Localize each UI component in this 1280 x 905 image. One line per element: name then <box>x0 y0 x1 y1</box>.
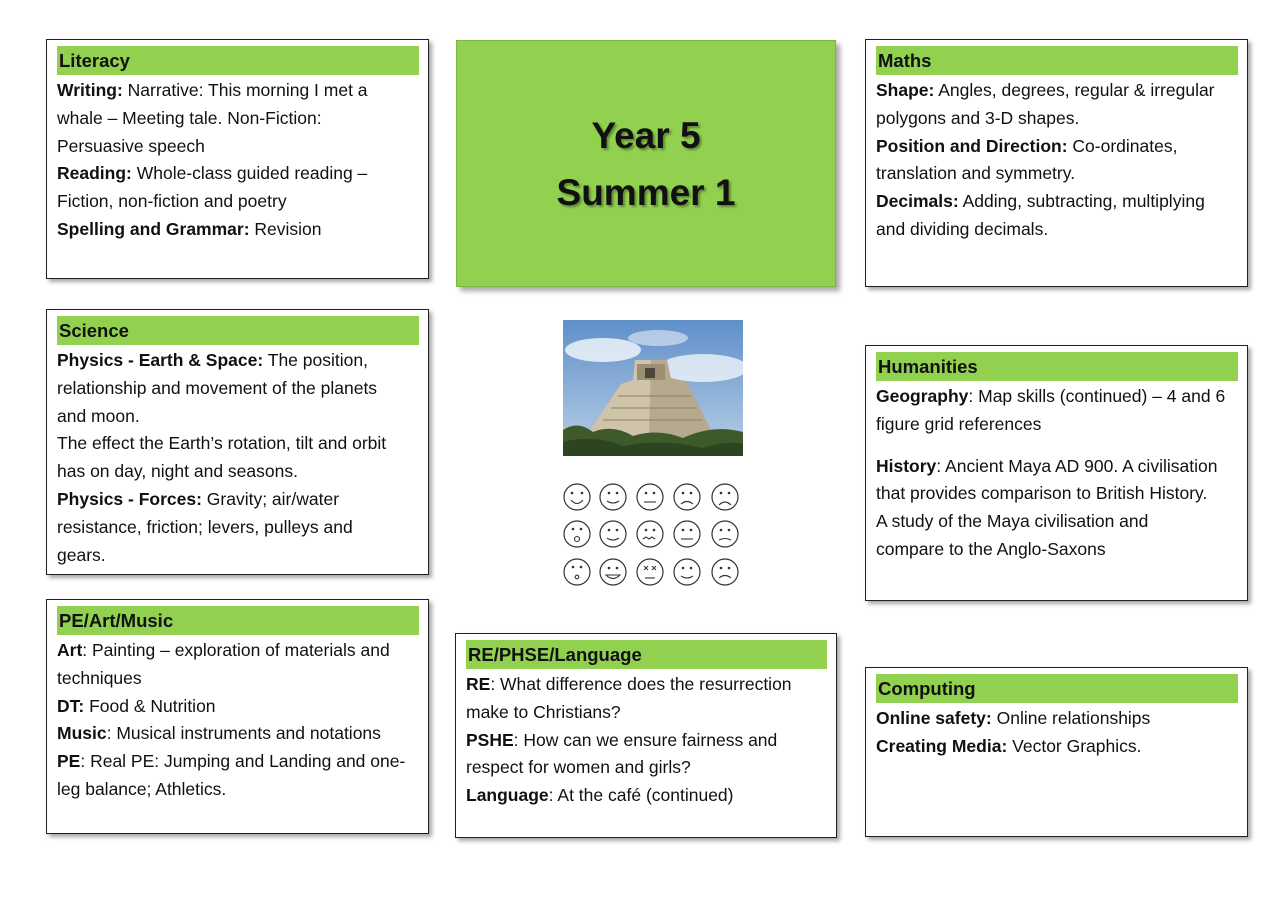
text-line <box>876 508 1238 536</box>
text-line <box>466 727 827 755</box>
line-text: : Painting – exploration of materials and <box>82 640 390 660</box>
text-line <box>57 430 419 458</box>
text-line <box>57 748 419 776</box>
maths-lines <box>876 77 1238 244</box>
text-line <box>57 216 419 244</box>
literacy-lines <box>57 77 419 244</box>
text-line <box>57 133 419 161</box>
text-line <box>876 411 1238 439</box>
line-text: : What difference does the resurrection <box>490 674 792 694</box>
text-line <box>876 188 1238 216</box>
line-text: A study of the Maya civilisation and <box>876 511 1149 532</box>
line-text: : Ancient Maya AD 900. A civilisation <box>936 455 1218 476</box>
line-text: Vector Graphics. <box>1007 735 1142 756</box>
computing-card <box>865 667 1248 837</box>
line-text: resistance, friction; levers, pulleys and <box>57 516 353 537</box>
line-keyword: PE <box>57 751 81 772</box>
line-keyword: Physics - Forces: <box>57 488 202 509</box>
text-line <box>876 77 1238 105</box>
line-keyword: Position and Direction: <box>876 135 1068 156</box>
line-keyword: Spelling and Grammar: <box>57 218 250 239</box>
line-text: that provides comparison to British History. <box>876 483 1208 504</box>
line-text: polygons and 3-D shapes. <box>876 107 1080 128</box>
line-text: Food & Nutrition <box>84 695 216 716</box>
line-text: Narrative: This morning I met a <box>122 80 368 100</box>
line-text: relationship and movement of the planets <box>57 377 378 398</box>
line-text: gears. <box>57 544 106 565</box>
text-line <box>57 693 419 721</box>
text-line <box>57 188 419 216</box>
science-card <box>46 309 429 575</box>
text-line <box>876 453 1238 481</box>
text-line <box>466 671 827 699</box>
line-text: : At the café (continued) <box>548 785 734 806</box>
text-line <box>876 216 1238 244</box>
line-keyword: Art <box>57 640 83 660</box>
re-phse-language-header: RE/PHSE/Language <box>466 640 827 669</box>
line-text: : How can we ensure fairness and <box>513 729 778 750</box>
text-line <box>57 665 419 693</box>
line-text: leg balance; Athletics. <box>57 778 227 799</box>
line-keyword: PSHE <box>466 729 514 750</box>
maya-pyramid-image <box>563 320 743 456</box>
text-line <box>57 542 419 570</box>
line-text: and moon. <box>57 405 140 426</box>
text-line <box>57 720 419 748</box>
text-line <box>876 705 1238 733</box>
computing-header: Computing <box>876 674 1238 703</box>
line-keyword: History <box>876 455 937 476</box>
line-text: : Musical instruments and notations <box>106 723 381 744</box>
line-text: Angles, degrees, regular & irregular <box>934 80 1215 100</box>
line-keyword: Music <box>57 723 107 744</box>
text-line <box>466 754 827 782</box>
text-line <box>876 160 1238 188</box>
line-text: respect for women and girls? <box>466 757 691 778</box>
text-line <box>57 105 419 133</box>
line-text: : Map skills (continued) – 4 and 6 <box>968 386 1226 406</box>
maths-card <box>865 39 1248 287</box>
line-text: has on day, night and seasons. <box>57 461 298 482</box>
text-line <box>57 458 419 486</box>
emotion-faces-image <box>559 482 747 590</box>
re-phse-language-lines <box>466 671 827 810</box>
title-term: Summer 1 <box>556 171 736 213</box>
science-header: Science <box>57 316 419 345</box>
line-text: Revision <box>249 218 322 239</box>
line-keyword: Online safety: <box>876 708 992 728</box>
title-banner <box>456 40 836 287</box>
text-line <box>876 480 1238 508</box>
line-text: whale – Meeting tale. Non-Fiction: <box>57 107 322 128</box>
text-line <box>466 699 827 727</box>
text-line <box>876 133 1238 161</box>
re-phse-language-card <box>455 633 837 838</box>
text-line <box>57 514 419 542</box>
line-text: translation and symmetry. <box>876 163 1076 184</box>
line-text: Gravity; air/water <box>201 488 340 509</box>
line-keyword: Creating Media: <box>876 735 1008 756</box>
line-keyword: Language <box>466 785 549 806</box>
line-keyword: DT: <box>57 695 85 716</box>
line-keyword: Decimals: <box>876 191 959 212</box>
computing-lines <box>876 705 1238 761</box>
line-text: compare to the Anglo-Saxons <box>876 538 1106 559</box>
line-text: : Real PE: Jumping and Landing and one- <box>80 751 406 772</box>
line-text: and dividing decimals. <box>876 218 1049 239</box>
text-line <box>57 637 419 665</box>
line-keyword: RE <box>466 674 491 694</box>
text-line <box>57 375 419 403</box>
text-line <box>876 383 1238 411</box>
line-text: figure grid references <box>876 413 1042 434</box>
text-line <box>57 347 419 375</box>
text-line <box>57 160 419 188</box>
pe-art-music-header: PE/Art/Music <box>57 606 419 635</box>
text-line <box>876 733 1238 761</box>
line-text: The effect the Earth’s rotation, tilt and orbit <box>57 433 387 454</box>
line-keyword: Shape: <box>876 80 935 100</box>
text-line <box>57 486 419 514</box>
line-keyword: Writing: <box>57 80 123 100</box>
literacy-card <box>46 39 429 279</box>
text-line <box>876 536 1238 564</box>
line-keyword: Physics - Earth & Space: <box>57 350 264 370</box>
line-text: Co-ordinates, <box>1067 135 1178 156</box>
text-line <box>466 782 827 810</box>
line-text: Whole-class guided reading – <box>131 163 368 184</box>
humanities-history-lines <box>876 453 1238 564</box>
humanities-geography-lines <box>876 383 1238 439</box>
line-text: Fiction, non-fiction and poetry <box>57 191 287 212</box>
literacy-header: Literacy <box>57 46 419 75</box>
line-text: The position, <box>263 350 368 370</box>
text-line <box>57 77 419 105</box>
line-text: techniques <box>57 667 142 688</box>
text-line <box>57 403 419 431</box>
humanities-header: Humanities <box>876 352 1238 381</box>
line-text: Persuasive speech <box>57 135 205 156</box>
line-text: make to Christians? <box>466 701 621 722</box>
title-year: Year 5 <box>591 114 701 156</box>
line-keyword: Reading: <box>57 163 132 184</box>
text-line <box>876 105 1238 133</box>
text-line <box>57 776 419 804</box>
line-text: Online relationships <box>991 708 1151 728</box>
line-keyword: Geography <box>876 386 969 406</box>
pe-art-music-lines <box>57 637 419 804</box>
science-lines <box>57 347 419 569</box>
line-text: Adding, subtracting, multiplying <box>958 191 1205 212</box>
humanities-card <box>865 345 1248 601</box>
maths-header: Maths <box>876 46 1238 75</box>
pe-art-music-card <box>46 599 429 834</box>
